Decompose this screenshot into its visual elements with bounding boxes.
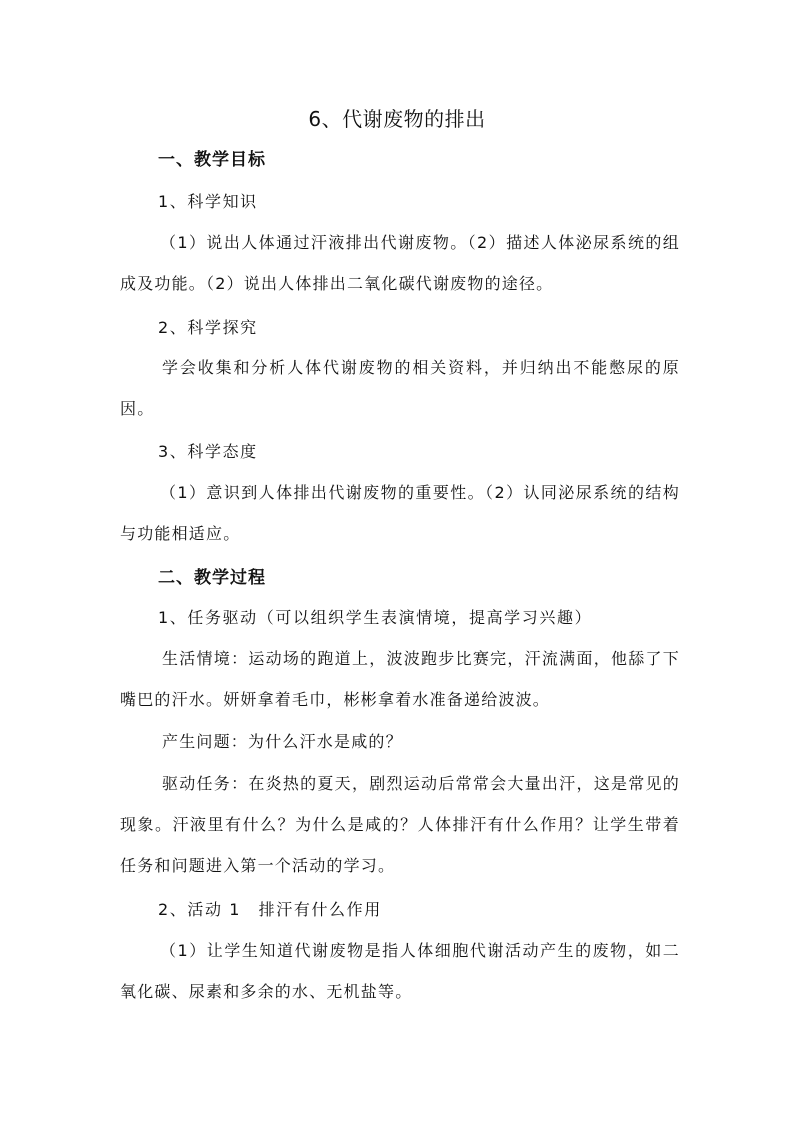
- section-heading-teaching-process: 二、教学过程: [158, 568, 266, 588]
- paragraph-knowledge-goals: （1）说出人体通过汗液排出代谢废物。（2）描述人体泌尿系统的组成及功能。（2）说出人体排出二氧化碳代谢废物的途径。: [120, 233, 680, 293]
- paragraph-question: 产生问题：为什么汗水是咸的？: [162, 732, 403, 751]
- subheading-task-driven: 1、任务驱动（可以组织学生表演情境，提高学习兴趣）: [158, 608, 593, 627]
- paragraph-life-scenario: 生活情境：运动场的跑道上，波波跑步比赛完，汗流满面，他舔了下嘴巴的汗水。妍妍拿着毛巾，彬彬拿着水准备递给波波。: [120, 649, 680, 709]
- subheading-science-knowledge: 1、科学知识: [158, 192, 258, 211]
- paragraph-metabolic-waste: （1）让学生知道代谢废物是指人体细胞代谢活动产生的废物，如二氧化碳、尿素和多余的水、无机盐等。: [120, 941, 680, 1001]
- subheading-science-attitude: 3、科学态度: [158, 442, 258, 461]
- paragraph-inquiry-goals: 学会收集和分析人体代谢废物的相关资料，并归纳出不能憋尿的原因。: [120, 358, 680, 418]
- section-heading-teaching-goals: 一、教学目标: [158, 150, 266, 170]
- document-title: 6、代谢废物的排出: [308, 107, 486, 131]
- subheading-science-inquiry: 2、科学探究: [158, 318, 258, 337]
- paragraph-driving-task: 驱动任务：在炎热的夏天，剧烈运动后常常会大量出汗，这是常见的现象。汗液里有什么？为什么是咸的？人体排汗有什么作用？让学生带着任务和问题进入第一个活动的学习。: [120, 774, 680, 875]
- subheading-activity-1: 2、活动 1 排汗有什么作用: [158, 900, 382, 919]
- paragraph-attitude-goals: （1）意识到人体排出代谢废物的重要性。（2）认同泌尿系统的结构与功能相适应。: [120, 483, 680, 543]
